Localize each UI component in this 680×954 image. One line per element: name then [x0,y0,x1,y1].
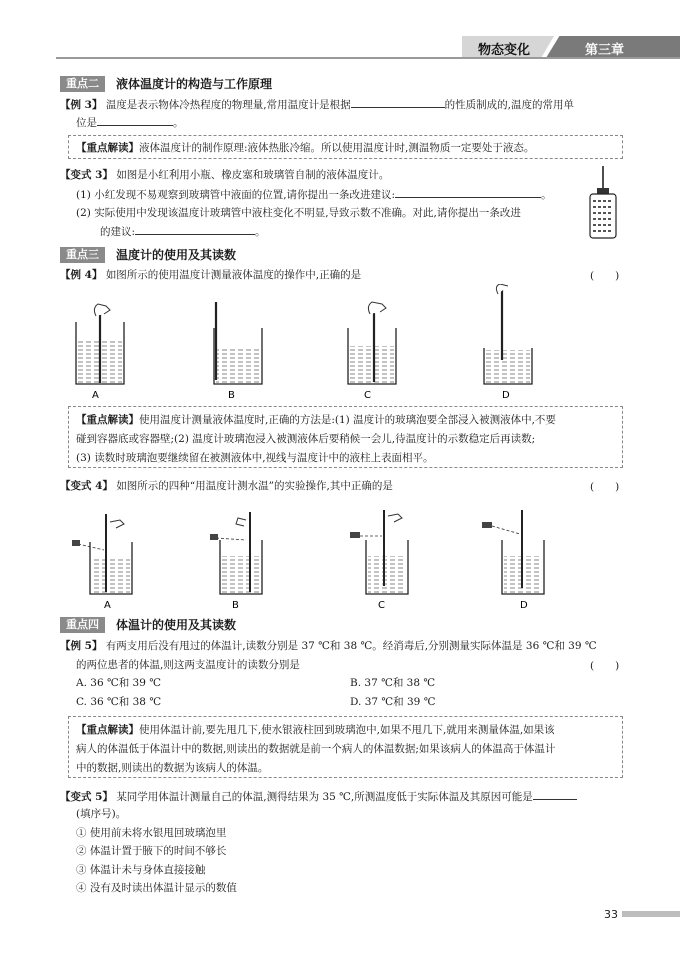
example-5-l2: 的两位患者的体温,则这两支温度计的读数分别是 [76,659,300,671]
option-a[interactable]: A. 36 ℃和 39 ℃ [76,677,161,689]
hand [368,302,386,314]
option-d-setup [484,284,532,401]
section-title: 体温计的使用及其读数 [116,618,237,632]
variant-4: 【变式 4】 如图所示的四种“用温度计测水温”的实验操作,其中正确的是 [60,480,393,492]
example-label: 【例 3】 [60,99,103,111]
variant-5-option-3: ③ 体温计未与身体直接接触 [76,864,206,876]
option-b[interactable]: B. 37 ℃和 38 ℃ [350,677,436,689]
answer-paren[interactable]: ( ) [590,270,620,282]
option-c-setup [348,302,396,401]
hand [110,520,124,528]
liquid [368,556,406,594]
option-d-setup [482,510,544,611]
variant-5-option-2: ② 体温计置于腋下的时间不够长 [76,845,227,857]
hand [388,514,402,522]
liquid [92,558,130,594]
footer-bar [622,911,680,917]
sight-line [78,544,104,550]
option-label: C [378,600,385,611]
section-title: 液体温度计的构造与工作原理 [116,77,273,91]
answer-blank[interactable] [97,115,173,126]
variant-5-option-4: ④ 没有及时读出体温计显示的数值 [76,882,237,894]
key-note-5-l2: 病人的体温低于体温计中的数据,则读出的数据就是前一个病人的体温数据;如果该病人的体温高于体温计 [76,743,556,755]
key-note-4-l2: 碰到容器底或容器壁;(2) 温度计玻璃泡浸入被测液体后要稍候一会儿,待温度计的示数稳定后再读数; [76,433,536,445]
eye-icon [210,534,218,540]
key-note-3: 【重点解读】液体温度计的制作原理:液体热胀冷缩。所以使用温度计时,测温物质一定要处于液态。 [76,142,535,154]
section-tag: 重点三 [60,247,105,263]
answer-paren[interactable]: ( ) [590,660,620,672]
option-label: B [232,600,239,611]
option-b-setup [210,512,262,611]
hand [94,304,110,316]
option-label: D [502,390,510,401]
example-5-l1: 【例 5】 有两支用后没有甩过的体温计,读数分别是 37 ℃和 38 ℃。经消毒后,分别测量实际体温是 36 ℃和 39 ℃ [60,640,597,652]
answer-paren[interactable]: ( ) [590,481,620,493]
hand [236,518,246,526]
option-c-setup [350,510,408,611]
section-tag: 重点四 [60,617,105,633]
variant-5-l1: 【变式 5】 某同学用体温计测量自己的体温,测得结果为 35 ℃,所测温度低于实际体温及其原因可能是 [60,789,577,804]
key-note-4-l3: (3) 读数时玻璃泡要继续留在被测液体中,视线与温度计中的液柱上表面相平。 [76,452,434,464]
option-b-setup [214,302,262,401]
option-label: B [228,390,235,401]
option-d[interactable]: D. 37 ℃和 39 ℃ [350,696,436,708]
option-label: A [104,600,111,611]
variant-4-figure [70,506,580,612]
variant-3-q1: (1) 小红发现不易观察到玻璃管中液面的位置,请你提出一条改进建议: 。 [76,189,552,201]
eye-icon [72,540,80,546]
key-note-4-l1: 【重点解读】使用温度计测量液体温度时,正确的方法是:(1) 温度计的玻璃泡要全部浸入被测液体中,不要 [76,414,556,426]
example-4: 【例 4】 如图所示的使用温度计测量液体温度的操作中,正确的是 [60,269,362,281]
variant-3-q2b: 的建议: 。 [100,226,266,238]
homemade-thermometer-figure [586,166,620,240]
answer-blank[interactable] [135,224,255,235]
eye-icon [350,532,360,538]
liquid [222,556,260,594]
rubber-stopper [597,188,609,194]
eye-icon [482,522,492,528]
sight-line [492,526,520,534]
key-note-5-l3: 中的数据,则读出的数据为该病人的体温。 [76,762,269,774]
variant-5-l2: (填序号)。 [76,808,127,820]
example-3-cont: 位是 。 [76,117,184,129]
liquid [216,348,260,384]
liquid [350,346,394,384]
option-label: A [92,390,99,401]
section-title: 温度计的使用及其读数 [116,248,237,262]
option-label: C [364,390,371,401]
example-4-figure [70,284,580,402]
sight-line [216,538,246,540]
option-c[interactable]: C. 36 ℃和 38 ℃ [76,696,162,708]
page-number: 33 [604,908,618,921]
answer-blank[interactable] [533,789,577,800]
liquid [486,350,530,384]
header-chapter: 第三章 [585,43,625,58]
variant-3: 【变式 3】 如图是小红利用小瓶、橡皮塞和玻璃管自制的液体温度计。 [60,169,390,181]
option-a-setup [72,514,132,611]
option-label: D [520,600,528,611]
header-topic: 物态变化 [478,43,531,58]
option-a-setup [76,304,124,401]
answer-blank[interactable] [395,187,541,198]
example-3: 【例 3】 温度是表示物体冷热程度的物理量,常用温度计是根据 的性质制成的,温度的常用单 [60,99,574,111]
key-note-5-l1: 【重点解读】使用体温计前,要先甩几下,使水银液柱回到玻璃泡中,如果不甩几下,就用来测量体温,如果该 [76,724,555,736]
variant-5-option-1: ① 使用前未将水银甩回玻璃泡里 [76,827,227,839]
section-tag: 重点二 [60,76,105,92]
variant-3-q2: (2) 实际使用中发现该温度计玻璃管中液柱变化不明显,导致示数不准确。对此,请你提出一条改进 [76,207,521,219]
answer-blank[interactable] [351,97,445,108]
